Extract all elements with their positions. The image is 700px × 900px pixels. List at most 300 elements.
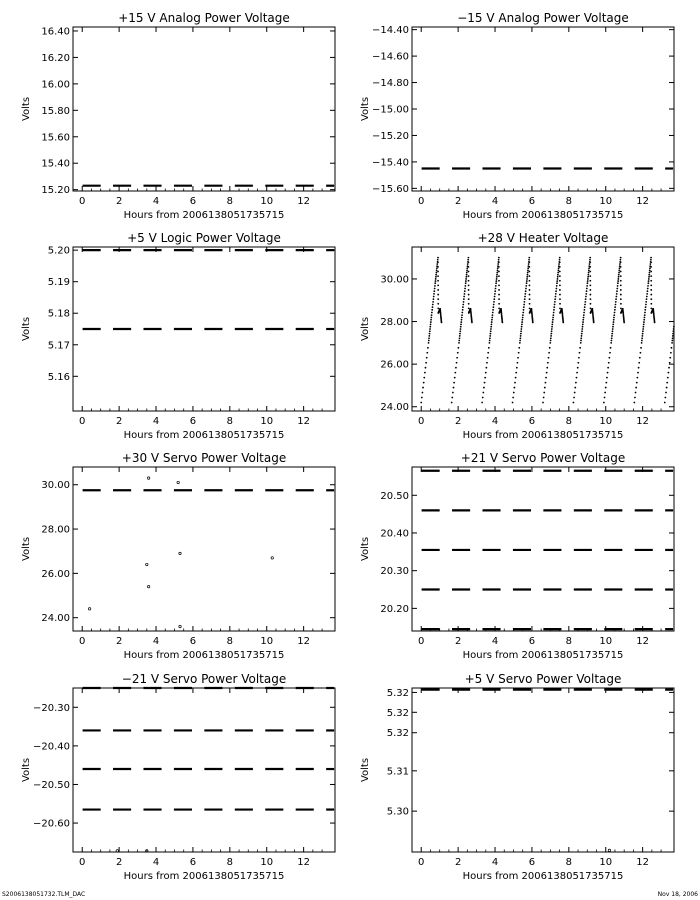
data-point: [451, 402, 453, 404]
data-point: [559, 257, 561, 259]
data-point: [639, 357, 641, 359]
data-point: [612, 330, 614, 332]
data-point: [590, 308, 592, 310]
data-point: [518, 347, 520, 349]
x-tick-label: 2: [454, 196, 462, 207]
data-point: [428, 337, 430, 339]
data-point: [437, 298, 439, 300]
x-tick-label: 8: [565, 857, 573, 868]
data-point: [526, 278, 528, 280]
data-point: [522, 312, 524, 314]
x-tick-label: 8: [226, 636, 234, 647]
data-point: [529, 303, 531, 305]
data-point: [492, 312, 494, 314]
data-point: [644, 314, 646, 316]
data-point: [460, 323, 462, 325]
data-point: [496, 278, 498, 280]
data-point: [664, 402, 666, 404]
data-point: [525, 288, 527, 290]
data-point: [455, 367, 457, 369]
data-point: [589, 259, 591, 261]
data-point: [607, 367, 609, 369]
data-point: [641, 340, 643, 342]
data-point: [494, 290, 496, 292]
data-point: [542, 402, 544, 404]
data-point: [432, 306, 434, 308]
data-point: [581, 328, 583, 330]
data-point: [620, 303, 622, 305]
data-point: [545, 377, 547, 379]
data-point: [589, 284, 591, 286]
data-point: [650, 275, 652, 277]
data-point: [464, 285, 466, 287]
x-tick-label: 0: [418, 416, 425, 427]
data-point: [523, 306, 525, 308]
data-point: [580, 337, 582, 339]
data-point: [573, 397, 575, 399]
data-point: [524, 298, 526, 300]
data-point: [645, 301, 647, 303]
x-tick-label: 10: [599, 196, 613, 207]
data-point: [582, 319, 584, 321]
y-tick-label: −14.60: [371, 51, 409, 63]
y-tick-label: 20.40: [380, 528, 409, 540]
y-tick-label: −20.50: [32, 779, 70, 791]
data-point: [422, 387, 424, 389]
data-point: [430, 317, 432, 319]
y-tick-label: 15.40: [41, 158, 70, 170]
data-point: [555, 293, 557, 295]
data-point: [498, 259, 500, 261]
data-point: [498, 261, 500, 263]
data-point: [481, 402, 483, 404]
data-point: [433, 298, 435, 300]
data-point: [554, 298, 556, 300]
data-point: [456, 362, 458, 364]
data-point: [525, 290, 527, 292]
chart-title: +28 V Heater Voltage: [477, 231, 609, 245]
data-point: [613, 319, 615, 321]
data-point: [529, 308, 531, 310]
data-point: [492, 306, 494, 308]
data-point: [586, 285, 588, 287]
data-point: [468, 303, 470, 305]
data-point: [641, 337, 643, 339]
data-point: [559, 271, 561, 273]
data-point: [465, 278, 467, 280]
data-point: [605, 382, 607, 384]
data-point: [465, 280, 467, 282]
data-point: [437, 271, 439, 273]
data-series: [83, 688, 334, 852]
data-point: [458, 342, 460, 344]
data-point: [524, 301, 526, 303]
data-point: [650, 271, 652, 273]
data-point: [529, 275, 531, 277]
data-point: [615, 304, 617, 306]
x-tick-label: 2: [115, 196, 123, 207]
data-point: [491, 323, 493, 325]
data-point: [433, 290, 435, 292]
data-point: [580, 340, 582, 342]
data-point: [585, 293, 587, 295]
data-point: [553, 309, 555, 311]
data-point: [431, 312, 433, 314]
data-series: [420, 257, 674, 404]
data-point: [498, 280, 500, 282]
x-tick-label: 4: [491, 857, 499, 868]
data-point: [498, 303, 500, 305]
data-point: [650, 289, 652, 291]
data-point: [574, 387, 576, 389]
data-point: [512, 402, 514, 404]
x-tick-label: 10: [260, 857, 274, 868]
data-point: [623, 322, 625, 324]
data-point-outlier: [179, 552, 181, 554]
x-tick-label: 10: [260, 196, 274, 207]
footer-filename: S2006138051732.TLM_DAC: [2, 891, 86, 898]
data-point: [528, 266, 530, 268]
x-axis-label: Hours from 2006138051735715: [462, 650, 624, 661]
data-point: [554, 304, 556, 306]
data-point: [649, 267, 651, 269]
plot-frame: [412, 27, 674, 191]
data-point: [590, 303, 592, 305]
data-point: [548, 352, 550, 354]
data-point: [557, 276, 559, 278]
data-point: [620, 275, 622, 277]
y-tick-label: 15.80: [41, 105, 70, 117]
data-point-outlier: [179, 625, 181, 627]
data-point: [635, 387, 637, 389]
data-point: [546, 372, 548, 374]
data-point: [589, 263, 591, 265]
data-point: [544, 387, 546, 389]
data-point: [461, 314, 463, 316]
data-point: [654, 322, 656, 324]
x-tick-label: 2: [115, 416, 123, 427]
data-point: [532, 322, 534, 324]
data-point: [461, 312, 463, 314]
data-point: [640, 347, 642, 349]
data-point: [556, 285, 558, 287]
x-tick-label: 6: [528, 416, 536, 427]
data-point: [587, 280, 589, 282]
y-axis-label: Volts: [21, 536, 32, 562]
data-point: [465, 282, 467, 284]
data-point: [495, 280, 497, 282]
data-point: [618, 274, 620, 276]
y-axis-label: Volts: [360, 536, 371, 562]
x-axis-label: Hours from 2006138051735715: [123, 430, 285, 441]
data-point: [437, 284, 439, 286]
x-tick-label: 0: [418, 196, 425, 207]
data-point: [517, 357, 519, 359]
data-point: [431, 309, 433, 311]
y-tick-label: 5.31: [386, 766, 409, 778]
x-tick-label: 8: [565, 636, 573, 647]
data-point: [451, 397, 453, 399]
x-tick-label: 8: [226, 416, 234, 427]
data-point: [589, 294, 591, 296]
data-point: [515, 372, 517, 374]
data-point: [529, 294, 531, 296]
data-point: [552, 317, 554, 319]
data-point: [647, 282, 649, 284]
data-point-outlier: [146, 563, 148, 565]
data-point: [460, 326, 462, 328]
data-point: [546, 367, 548, 369]
data-point: [584, 301, 586, 303]
data-point: [498, 294, 500, 296]
data-point: [483, 387, 485, 389]
data-point: [638, 362, 640, 364]
data-point: [482, 397, 484, 399]
data-point: [462, 306, 464, 308]
data-point: [433, 293, 435, 295]
data-point: [666, 387, 668, 389]
y-tick-label: 30.00: [41, 480, 70, 492]
x-tick-label: 10: [260, 636, 274, 647]
data-point: [618, 272, 620, 274]
data-point: [436, 267, 438, 269]
data-point: [636, 377, 638, 379]
y-tick-label: 28.00: [41, 524, 70, 536]
data-point: [529, 284, 531, 286]
y-tick-label: 20.50: [380, 490, 409, 502]
data-point: [526, 276, 528, 278]
data-point: [550, 340, 552, 342]
data-point: [484, 377, 486, 379]
data-point: [491, 317, 493, 319]
data-point: [585, 296, 587, 298]
data-point: [429, 328, 431, 330]
data-point: [618, 276, 620, 278]
y-tick-label: 30.00: [380, 274, 409, 286]
data-point: [559, 284, 561, 286]
data-point: [644, 309, 646, 311]
data-point: [614, 312, 616, 314]
data-point: [422, 392, 424, 394]
data-point: [638, 367, 640, 369]
y-tick-label: −14.80: [371, 78, 409, 90]
data-point: [650, 280, 652, 282]
data-point: [645, 304, 647, 306]
data-point: [468, 280, 470, 282]
data-point: [605, 387, 607, 389]
data-point-outlier: [608, 849, 610, 851]
x-tick-label: 4: [152, 416, 160, 427]
y-axis-label: Volts: [21, 316, 32, 342]
y-tick-label: −15.60: [371, 183, 409, 195]
data-point: [430, 323, 432, 325]
x-tick-label: 12: [636, 416, 650, 427]
data-point: [583, 314, 585, 316]
data-point: [613, 321, 615, 323]
data-point: [460, 328, 462, 330]
x-tick-label: 0: [418, 857, 425, 868]
data-point: [482, 392, 484, 394]
data-point: [523, 304, 525, 306]
data-point: [672, 335, 674, 337]
data-point: [454, 372, 456, 374]
data-point: [590, 298, 592, 300]
chart-title: −21 V Servo Power Voltage: [121, 672, 287, 686]
data-point: [468, 308, 470, 310]
data-point: [498, 298, 500, 300]
data-point: [610, 342, 612, 344]
data-point: [589, 289, 591, 291]
data-point: [673, 326, 675, 328]
data-point: [620, 298, 622, 300]
data-point: [617, 285, 619, 287]
data-point: [498, 275, 500, 277]
data-point: [528, 257, 530, 259]
data-series: [83, 250, 334, 329]
y-tick-label: −20.40: [32, 741, 70, 753]
data-point: [637, 372, 639, 374]
plot-frame: [412, 247, 674, 411]
data-point: [529, 289, 531, 291]
x-tick-label: 10: [260, 416, 274, 427]
data-point: [559, 294, 561, 296]
chart-title: +21 V Servo Power Voltage: [460, 451, 626, 465]
x-tick-label: 0: [79, 636, 86, 647]
data-point: [490, 328, 492, 330]
data-point-outlier: [88, 608, 90, 610]
data-point: [615, 298, 617, 300]
data-point: [573, 402, 575, 404]
data-point: [497, 263, 499, 265]
y-tick-label: −20.30: [32, 702, 70, 714]
x-tick-label: 8: [565, 196, 573, 207]
data-point: [616, 288, 618, 290]
data-point: [490, 333, 492, 335]
data-point: [495, 288, 497, 290]
chart-title: −15 V Analog Power Voltage: [457, 11, 629, 25]
data-point: [608, 362, 610, 364]
data-point: [620, 284, 622, 286]
data-point: [487, 357, 489, 359]
data-point: [467, 263, 469, 265]
y-tick-label: 20.20: [380, 603, 409, 615]
data-point: [437, 266, 439, 268]
data-point: [649, 272, 651, 274]
data-point: [458, 340, 460, 342]
data-point-outlier: [271, 557, 273, 559]
data-point: [497, 270, 499, 272]
data-point: [643, 323, 645, 325]
chart-panel: [21, 672, 335, 882]
data-point: [485, 372, 487, 374]
data-point: [582, 323, 584, 325]
data-point: [437, 289, 439, 291]
y-tick-label: 5.18: [47, 308, 70, 320]
chart-panel: [360, 231, 675, 441]
x-tick-label: 12: [297, 857, 311, 868]
data-point: [646, 296, 648, 298]
data-point: [467, 259, 469, 261]
data-point: [613, 317, 615, 319]
data-point: [648, 274, 650, 276]
data-point: [421, 397, 423, 399]
data-point: [650, 284, 652, 286]
data-point: [490, 326, 492, 328]
data-point: [429, 326, 431, 328]
x-tick-label: 12: [636, 196, 650, 207]
y-tick-label: 15.20: [41, 185, 70, 197]
data-point: [493, 301, 495, 303]
data-point: [645, 306, 647, 308]
data-point: [471, 322, 473, 324]
data-point: [430, 321, 432, 323]
data-point: [620, 266, 622, 268]
x-tick-label: 6: [528, 636, 536, 647]
x-tick-label: 8: [226, 196, 234, 207]
data-point: [496, 274, 498, 276]
data-point: [460, 321, 462, 323]
data-point: [583, 317, 585, 319]
data-point: [494, 293, 496, 295]
data-point: [551, 328, 553, 330]
data-point: [604, 392, 606, 394]
y-tick-label: 5.17: [47, 340, 70, 352]
data-point: [547, 362, 549, 364]
x-tick-label: 6: [528, 857, 536, 868]
data-point: [574, 392, 576, 394]
data-point: [526, 282, 528, 284]
data-point: [575, 382, 577, 384]
data-point: [522, 317, 524, 319]
data-point: [554, 301, 556, 303]
data-point: [528, 271, 530, 273]
data-point: [489, 335, 491, 337]
data-point: [487, 352, 489, 354]
data-point: [529, 298, 531, 300]
data-point: [617, 280, 619, 282]
data-point: [671, 342, 673, 344]
data-point: [579, 347, 581, 349]
data-point: [423, 377, 425, 379]
data-point: [583, 312, 585, 314]
data-point: [556, 282, 558, 284]
data-point: [603, 402, 605, 404]
data-point: [543, 397, 545, 399]
data-point: [492, 314, 494, 316]
data-point: [620, 294, 622, 296]
x-tick-label: 2: [454, 636, 462, 647]
x-tick-label: 10: [599, 636, 613, 647]
x-axis-label: Hours from 2006138051735715: [123, 650, 285, 661]
x-tick-label: 4: [491, 416, 499, 427]
data-point: [580, 342, 582, 344]
data-point: [619, 267, 621, 269]
y-tick-label: 20.30: [380, 566, 409, 578]
data-point: [486, 362, 488, 364]
data-point: [464, 293, 466, 295]
data-point: [557, 272, 559, 274]
data-point: [552, 314, 554, 316]
data-point: [581, 335, 583, 337]
data-point: [619, 263, 621, 265]
data-point: [457, 347, 459, 349]
y-tick-label: 26.00: [380, 359, 409, 371]
data-point: [528, 261, 530, 263]
data-point: [521, 321, 523, 323]
data-point: [551, 330, 553, 332]
data-series: [422, 690, 673, 852]
data-point: [519, 337, 521, 339]
